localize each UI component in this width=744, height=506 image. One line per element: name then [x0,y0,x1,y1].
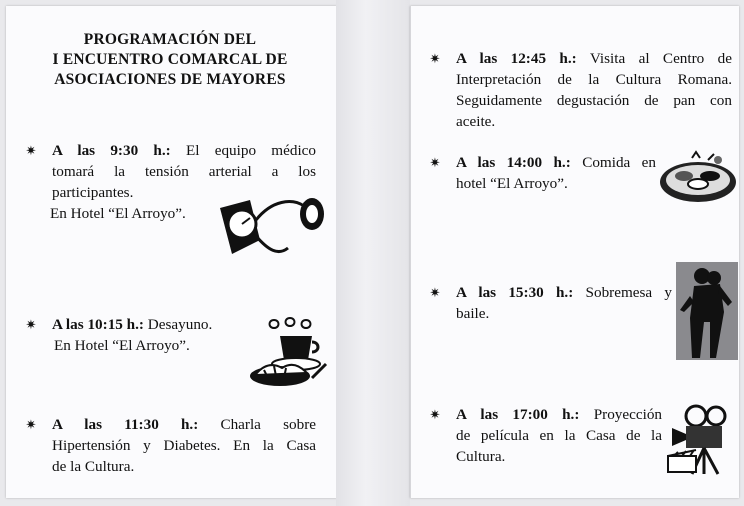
program-title [20,30,320,90]
event-text: Charla sobre [220,416,316,433]
title-line: ASOCIACIONES DE MAYORES [54,71,286,88]
coffee-croissant-icon [246,316,328,390]
event-text: Desayuno. [147,316,213,333]
star-bullet-icon: ✷ [429,407,441,422]
title-line: I ENCUENTRO COMARCAL DE [52,51,288,68]
event-1245 [456,48,732,132]
event-line [456,152,656,173]
event-line: Hipertensión y Diabetes. En la Casa [52,437,316,454]
star-bullet-icon: ✷ [429,285,441,300]
event-time: A las 9:30 h.: [52,142,171,159]
event-line: de película en la Casa de la [456,427,662,444]
event-time: A las 11:30 h.: [52,416,199,433]
event-time: A las 14:00 h.: [456,154,571,171]
event-line: baile. [456,305,490,322]
event-text: Comida en [582,154,657,171]
event-time: A las 12:45 h.: [456,50,577,67]
blood-pressure-monitor-icon [212,190,328,262]
event-text: Visita al Centro de [589,50,732,67]
event-line [52,140,316,161]
star-bullet-icon: ✷ [25,143,37,158]
event-line: aceite. [456,113,496,130]
event-time: A las 10:15 h.: [52,316,144,333]
star-bullet-icon: ✷ [429,155,441,170]
movie-camera-clapperboard-icon [664,404,738,476]
center-fold [336,0,410,506]
event-time: A las 17:00 h.: [456,406,580,423]
event-1700 [456,404,662,467]
event-text: Proyección [593,406,663,423]
event-1130 [52,414,316,477]
event-line [456,282,672,303]
event-line: tomará la tensión arterial a los [52,163,316,180]
event-line: Cultura. [456,448,506,465]
dancing-couple-icon [676,262,738,360]
event-line [52,414,316,435]
event-line [456,404,662,425]
event-line: Interpretación de la Cultura Romana. [456,71,732,88]
star-bullet-icon: ✷ [429,51,441,66]
event-line: participantes. [52,184,134,201]
event-1530 [456,282,672,324]
title-line: PROGRAMACIÓN DEL [83,31,257,48]
event-time: A las 15:30 h.: [456,284,574,301]
dinner-plate-icon [658,150,738,206]
event-line: En Hotel “El Arroyo”. [54,337,190,354]
event-line [456,48,732,69]
event-1400 [456,152,656,194]
event-line: de la Cultura. [52,458,135,475]
star-bullet-icon: ✷ [25,317,37,332]
star-bullet-icon: ✷ [25,417,37,432]
event-text: El equipo médico [185,142,317,159]
event-text: Sobremesa y [585,284,672,301]
event-line: En Hotel “El Arroyo”. [50,205,186,222]
event-line: Seguidamente degustación de pan con [456,92,732,109]
event-line: hotel “El Arroyo”. [456,175,568,192]
